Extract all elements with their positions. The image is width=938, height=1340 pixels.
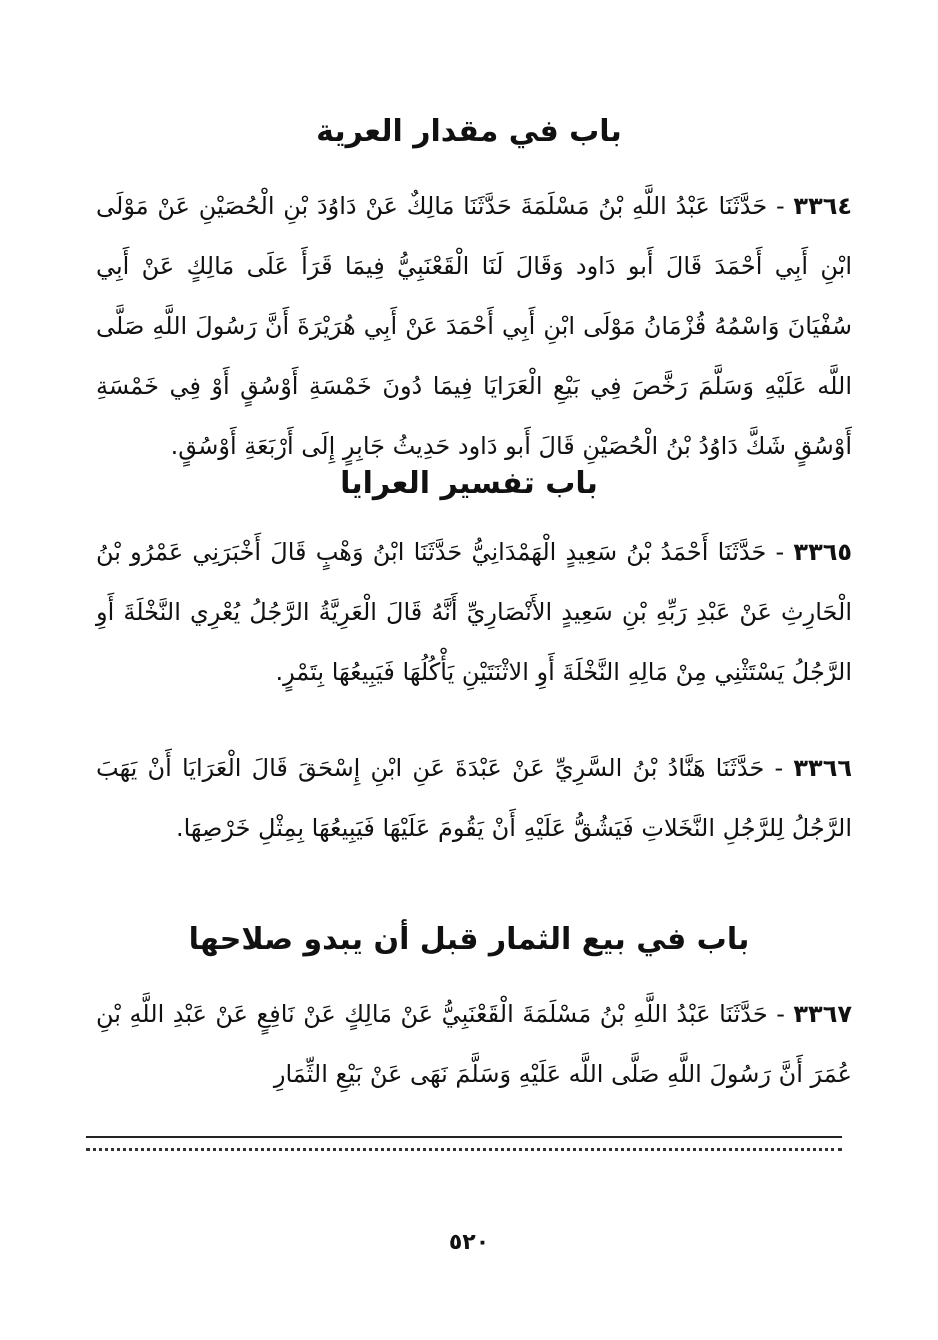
hadith-paragraph xyxy=(96,522,852,702)
hadith-paragraph xyxy=(96,176,852,476)
hadith-text: حَدَّثَنَا هَنَّادُ بْنُ السَّرِيِّ عَنْ عَبْدَةَ عَنِ ابْنِ إِسْحَقَ قَالَ الْعَرَايَا أَنْ يَهَبَ الرَّجُلُ لِلرَّجُلِ النَّخَلاتِ فَيَشُقُّ عَلَيْهِ أَنْ يَقُومَ عَلَيْهَا فَيَبِيعُهَا بِمِثْلِ خَرْصِهَا. xyxy=(96,754,852,842)
hadith-number: ٣٣٦٦ xyxy=(793,754,852,782)
hadith-number: ٣٣٦٧ xyxy=(793,1000,852,1028)
footnote-separator-line xyxy=(86,1136,842,1138)
hadith-text: حَدَّثَنَا عَبْدُ اللَّهِ بْنُ مَسْلَمَةَ حَدَّثَنَا مَالِكٌ عَنْ دَاوُدَ بْنِ الْحُصَيْنِ عَنْ مَوْلَى ابْنِ أَبِي أَحْمَدَ قَالَ أَبو دَاود وَقَالَ لَنَا الْقَعْنَبِيُّ فِيمَا قَرَأَ عَلَى مَالِكٍ عَنْ أَبِي سُفْيَانَ وَاسْمُهُ قُزْمَانُ مَوْلَى ابْنِ أَبِي أَحْمَدَ عَنْ أَبِي هُرَيْرَةَ أَنَّ رَسُولَ اللَّهِ صَلَّى اللَّه عَلَيْهِ وَسَلَّمَ رَخَّصَ فِي بَيْعِ الْعَرَايَا فِيمَا دُونَ خَمْسَةِ أَوْسُقٍ أَوْ فِي خَمْسَةِ أَوْسُقٍ شَكَّ دَاوُدُ بْنُ الْحُصَيْنِ قَالَ أَبو دَاود حَدِيثُ جَابِرٍ إِلَى أَرْبَعَةِ أَوْسُقٍ. xyxy=(96,192,852,460)
hadith-text: حَدَّثَنَا أَحْمَدُ بْنُ سَعِيدٍ الْهَمْدَانِيُّ حَدَّثَنَا ابْنُ وَهْبٍ قَالَ أَخْبَرَنِي عَمْرُو بْنُ الْحَارِثِ عَنْ عَبْدِ رَبِّهِ بْنِ سَعِيدٍ الأَنْصَارِيِّ أَنَّهُ قَالَ الْعَرِيَّةُ الرَّجُلُ يُعْرِي النَّخْلَةَ أَوِ الرَّجُلُ يَسْتَثْنِي مِنْ مَالِهِ النَّخْلَةَ أَوِ الاثْنَتَيْنِ يَأْكُلُهَا فَيَبِيعُهَا بِتَمْرٍ. xyxy=(96,538,852,686)
hadith-paragraph xyxy=(96,984,852,1104)
section-heading: باب تفسير العرايا xyxy=(340,466,598,501)
section-heading: باب في بيع الثمار قبل أن يبدو صلاحها xyxy=(188,922,750,957)
section-heading: باب في مقدار العرية xyxy=(316,114,622,149)
hadith-number: ٣٣٦٥ xyxy=(793,538,853,566)
hadith-dash: - xyxy=(767,192,794,220)
hadith-number: ٣٣٦٤ xyxy=(793,192,853,220)
page-number: ٥٢٠ xyxy=(448,1230,490,1255)
hadith-dash: - xyxy=(764,754,794,782)
hadith-text: حَدَّثَنَا عَبْدُ اللَّهِ بْنُ مَسْلَمَةَ الْقَعْنَبِيُّ عَنْ مَالِكٍ عَنْ نَافِعٍ عَنْ عَبْدِ اللَّهِ بْنِ عُمَرَ أَنَّ رَسُولَ اللَّهِ صَلَّى اللَّه عَلَيْهِ وَسَلَّمَ نَهَى عَنْ بَيْعِ الثِّمَارِ xyxy=(96,1000,852,1088)
footnote-dotted-line xyxy=(86,1148,842,1163)
hadith-paragraph xyxy=(96,738,852,858)
hadith-dash: - xyxy=(766,538,794,566)
hadith-dash: - xyxy=(767,1000,794,1028)
